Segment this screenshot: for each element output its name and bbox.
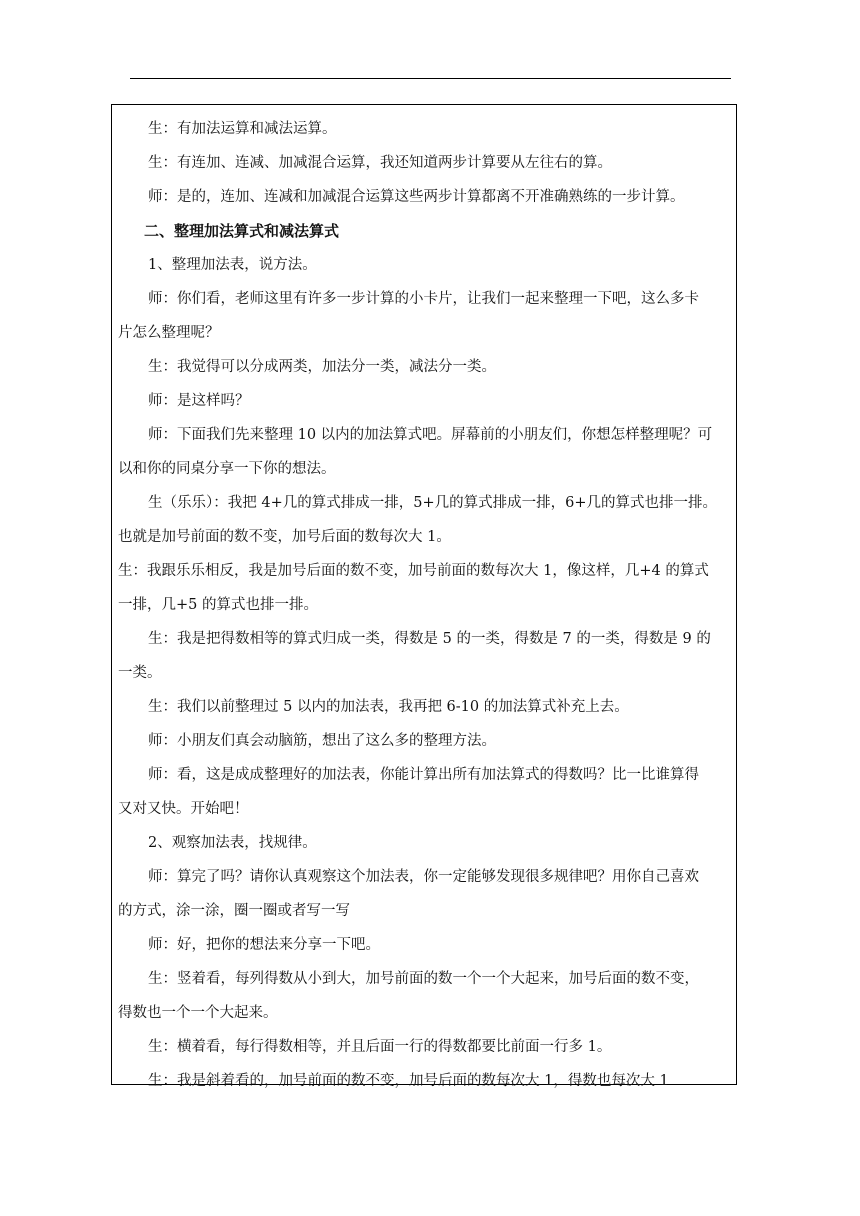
paragraph-line: 1、整理加法表，说方法。 xyxy=(148,257,317,273)
paragraph-line: 生：我是把得数相等的算式归成一类，得数是 5 的一类，得数是 7 的一类，得数是 9 的 xyxy=(148,631,711,647)
paragraph-line: 也就是加号前面的数不变，加号后面的数每次大 1。 xyxy=(118,529,451,545)
paragraph-line: 师：小朋友们真会动脑筋，想出了这么多的整理方法。 xyxy=(148,733,496,749)
paragraph-line: 师：是这样吗？ xyxy=(148,393,250,409)
paragraph-line: 的方式，涂一涂，圈一圈或者写一写 xyxy=(118,903,350,919)
paragraph-line: 师：好，把你的想法来分享一下吧。 xyxy=(148,937,380,953)
paragraph-line: 生：有加法运算和减法运算。 xyxy=(148,121,337,137)
paragraph-line: 2、观察加法表，找规律。 xyxy=(148,835,317,851)
paragraph-line: 师：算完了吗？请你认真观察这个加法表，你一定能够发现很多规律吧？用你自己喜欢 xyxy=(148,869,699,885)
paragraph-line: 师：你们看，老师这里有许多一步计算的小卡片，让我们一起来整理一下吧，这么多卡 xyxy=(148,291,699,307)
paragraph-line: 生：我们以前整理过 5 以内的加法表，我再把 6-10 的加法算式补充上去。 xyxy=(148,699,629,715)
paragraph-line: 师：下面我们先来整理 10 以内的加法算式吧。屏幕前的小朋友们，你想怎样整理呢？可 xyxy=(148,427,713,443)
paragraph-line: 又对又快。开始吧！ xyxy=(118,801,249,817)
paragraph-line: 生：我是斜着看的，加号前面的数不变，加号后面的数每次大 1，得数也每次大 1 xyxy=(148,1073,669,1089)
paragraph-line: 生：有连加、连减、加减混合运算，我还知道两步计算要从左往右的算。 xyxy=(148,155,612,171)
paragraph-line: 生：竖着看，每列得数从小到大，加号前面的数一个一个大起来，加号后面的数不变， xyxy=(148,971,699,987)
paragraph-line: 生：横着看，每行得数相等，并且后面一行的得数都要比前面一行多 1。 xyxy=(148,1039,612,1055)
header-rule xyxy=(130,78,731,79)
paragraph-line: 一类。 xyxy=(118,665,162,681)
paragraph-line: 得数也一个一个大起来。 xyxy=(118,1005,278,1021)
paragraph-line: 师：是的，连加、连减和加减混合运算这些两步计算都离不开准确熟练的一步计算。 xyxy=(148,189,685,205)
section-heading: 二、整理加法算式和减法算式 xyxy=(144,222,340,240)
paragraph-line: 生（乐乐）：我把 4+几的算式排成一排，5+几的算式排成一排，6+几的算式也排一排。 xyxy=(148,495,717,511)
paragraph-line: 师：看，这是成成整理好的加法表，你能计算出所有加法算式的得数吗？比一比谁算得 xyxy=(148,767,699,783)
paragraph-line: 片怎么整理呢？ xyxy=(118,325,220,341)
paragraph-line: 生：我跟乐乐相反，我是加号后面的数不变，加号前面的数每次大 1，像这样，几+4 的算式 xyxy=(118,563,709,579)
paragraph-line: 一排，几+5 的算式也排一排。 xyxy=(118,597,318,613)
paragraph-line: 生：我觉得可以分成两类，加法分一类，减法分一类。 xyxy=(148,359,496,375)
document-body xyxy=(118,112,730,1098)
paragraph-line: 以和你的同桌分享一下你的想法。 xyxy=(118,461,336,477)
